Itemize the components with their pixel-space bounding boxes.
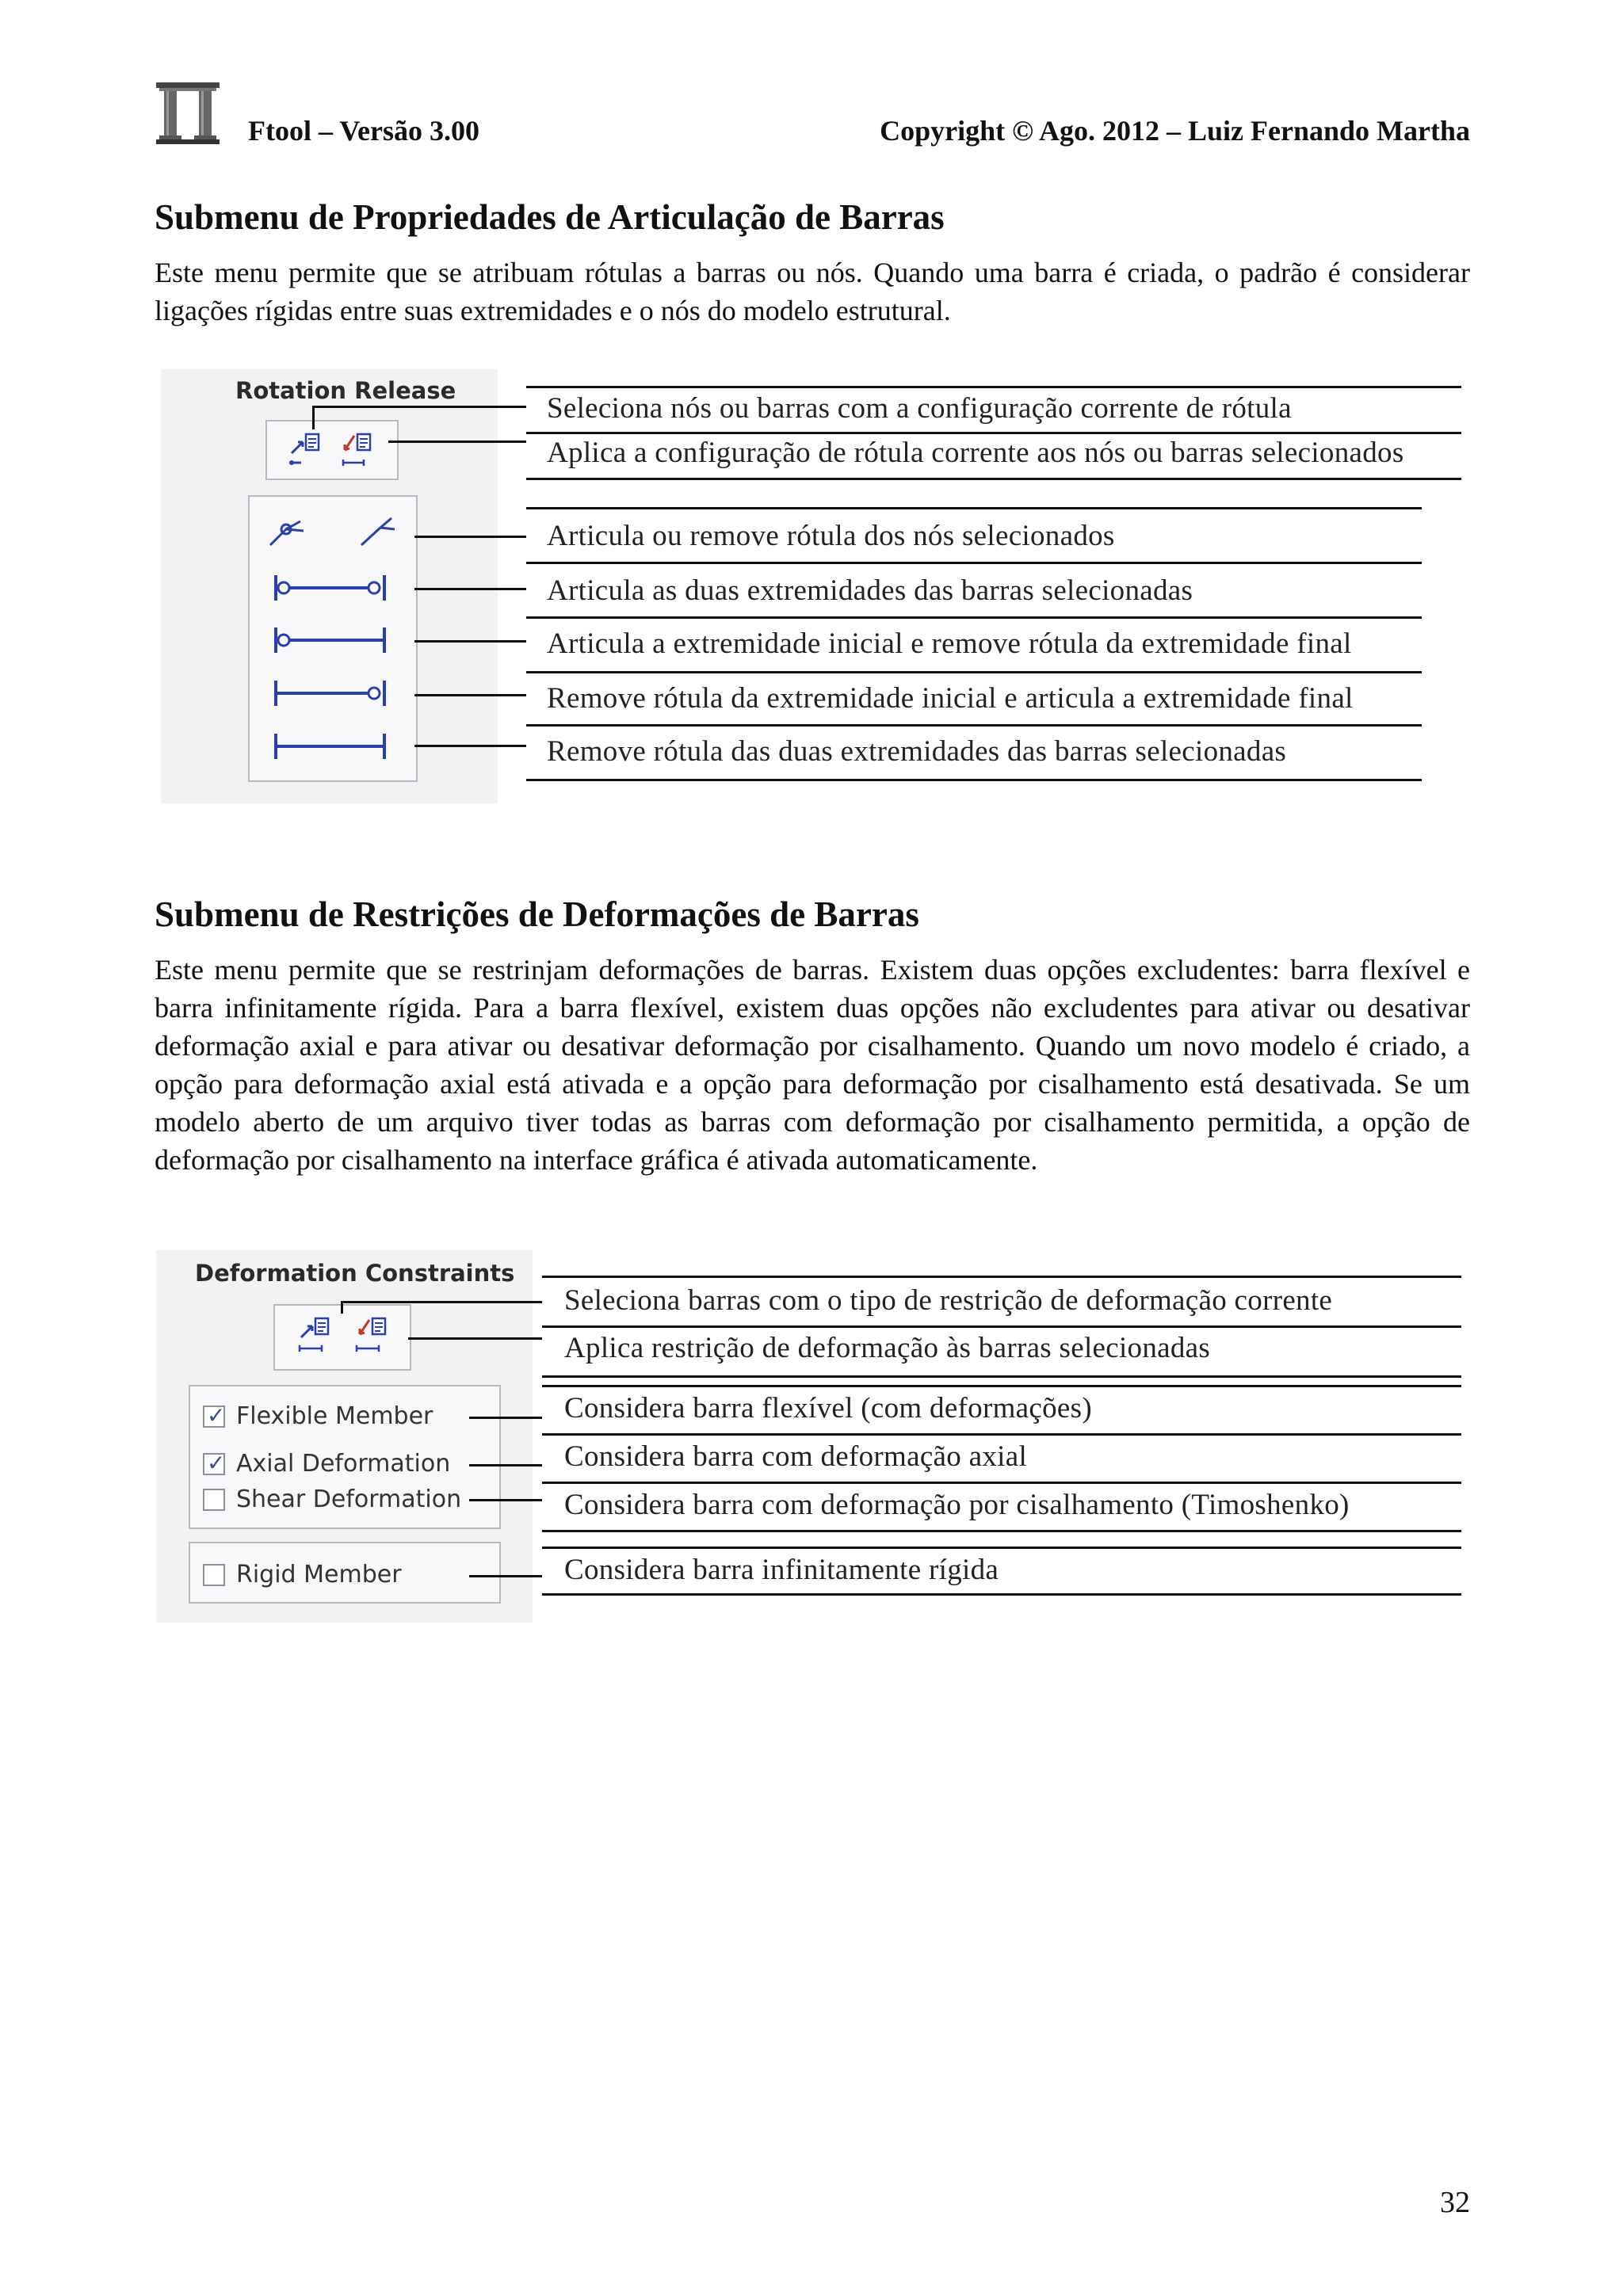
- select-by-rotation-icon[interactable]: [285, 428, 327, 469]
- page-number: 32: [1440, 2186, 1470, 2219]
- checkbox-unchecked[interactable]: [203, 1489, 225, 1511]
- leader-line: [414, 745, 526, 747]
- callout-text: Seleciona nós ou barras com a configuração corrente de rótula: [547, 392, 1292, 425]
- deformation-panel-title: Deformation Constraints: [195, 1260, 515, 1287]
- leader-vertical: [341, 1301, 343, 1314]
- node-release-icon[interactable]: [265, 513, 310, 551]
- leader-line: [414, 640, 526, 643]
- header-title: Ftool – Versão 3.00: [248, 115, 479, 147]
- leader-line: [312, 406, 526, 408]
- bar-fixed-icon[interactable]: [269, 730, 396, 762]
- leader-line: [469, 1575, 542, 1577]
- leader-vertical: [312, 406, 315, 429]
- leader-line: [469, 1499, 542, 1501]
- checkbox-label: Flexible Member: [236, 1402, 433, 1430]
- rigid-member-checkbox[interactable]: [203, 1561, 402, 1589]
- section-title-deformacoes: Submenu de Restrições de Deformações de Barras: [155, 894, 919, 934]
- flexible-member-checkbox[interactable]: [203, 1402, 433, 1430]
- checkbox-label: Rigid Member: [236, 1561, 402, 1589]
- checkbox-checked[interactable]: [203, 1453, 225, 1475]
- leader-line: [414, 694, 526, 696]
- callout-text: Remove rótula das duas extremidades das barras selecionadas: [547, 735, 1287, 768]
- callout-text: Aplica a configuração de rótula corrente aos nós ou barras selecionados: [547, 437, 1404, 469]
- callout-text: Considera barra infinitamente rígida: [564, 1554, 999, 1586]
- leader-line: [408, 1337, 542, 1340]
- shear-deformation-checkbox[interactable]: [203, 1486, 461, 1513]
- page-header: [155, 79, 1470, 151]
- section-paragraph-deformacoes: Este menu permite que se restrinjam deformações de barras. Existem duas opções excludentes: barra flexível e barra infinitamente rígida. Para a barra flexível, existem duas opções não excludentes para ativar ou desativar deformação axial e para ativar ou desativar deformação por cisalhamento. Quando um novo modelo é criado, a opção para deformação axial está ativada e a opção para deformação por cisalhamento está desativada. Se um modelo aberto de um arquivo tiver todas as barras com deformação por cisalhamento permitida, a opção de deformação por cisalhamento na interface gráfica é ativada automaticamente.: [155, 954, 1470, 1176]
- select-by-constraint-icon[interactable]: [295, 1314, 338, 1356]
- callout-text: Considera barra flexível (com deformações): [564, 1392, 1092, 1425]
- leader-line: [469, 1464, 542, 1466]
- columns-logo-icon: [155, 79, 221, 146]
- callout-text: Articula a extremidade inicial e remove rótula da extremidade final: [547, 627, 1352, 660]
- leader-line: [469, 1417, 542, 1419]
- leader-line: [414, 588, 526, 590]
- callout-text: Considera barra com deformação axial: [564, 1440, 1028, 1473]
- checkbox-unchecked[interactable]: [203, 1564, 225, 1586]
- checkbox-checked[interactable]: [203, 1405, 225, 1428]
- leader-line: [414, 536, 526, 538]
- callout-text: Seleciona barras com o tipo de restrição de deformação corrente: [564, 1284, 1333, 1317]
- bar-both-hinged-icon[interactable]: [269, 572, 396, 604]
- callout-text: Remove rótula da extremidade inicial e articula a extremidade final: [547, 682, 1354, 715]
- axial-deformation-checkbox[interactable]: [203, 1450, 450, 1478]
- section-paragraph-articulacao: Este menu permite que se atribuam rótulas a barras ou nós. Quando uma barra é criada, o padrão é considerar ligações rígidas entre suas extremidades e o nós do modelo estrutural.: [155, 257, 1470, 326]
- leader-line: [341, 1301, 542, 1303]
- bar-end-hinged-icon[interactable]: [269, 677, 396, 709]
- rotation-release-title: Rotation Release: [235, 377, 456, 404]
- section-title-articulacao: Submenu de Propriedades de Articulação de Barras: [155, 197, 945, 237]
- node-fixed-icon[interactable]: [357, 513, 401, 551]
- callout-text: Articula as duas extremidades das barras selecionadas: [547, 574, 1193, 607]
- apply-rotation-icon[interactable]: [337, 428, 381, 469]
- header-copyright: Copyright © Ago. 2012 – Luiz Fernando Martha: [880, 115, 1470, 147]
- leader-line: [388, 441, 526, 443]
- callout-text: Considera barra com deformação por cisalhamento (Timoshenko): [564, 1489, 1350, 1521]
- apply-constraint-icon[interactable]: [352, 1314, 395, 1356]
- bar-start-hinged-icon[interactable]: [269, 624, 396, 656]
- checkbox-label: Axial Deformation: [236, 1450, 451, 1478]
- callout-text: Articula ou remove rótula dos nós selecionados: [547, 520, 1115, 552]
- callout-text: Aplica restrição de deformação às barras selecionadas: [564, 1332, 1211, 1364]
- checkbox-label: Shear Deformation: [236, 1486, 462, 1513]
